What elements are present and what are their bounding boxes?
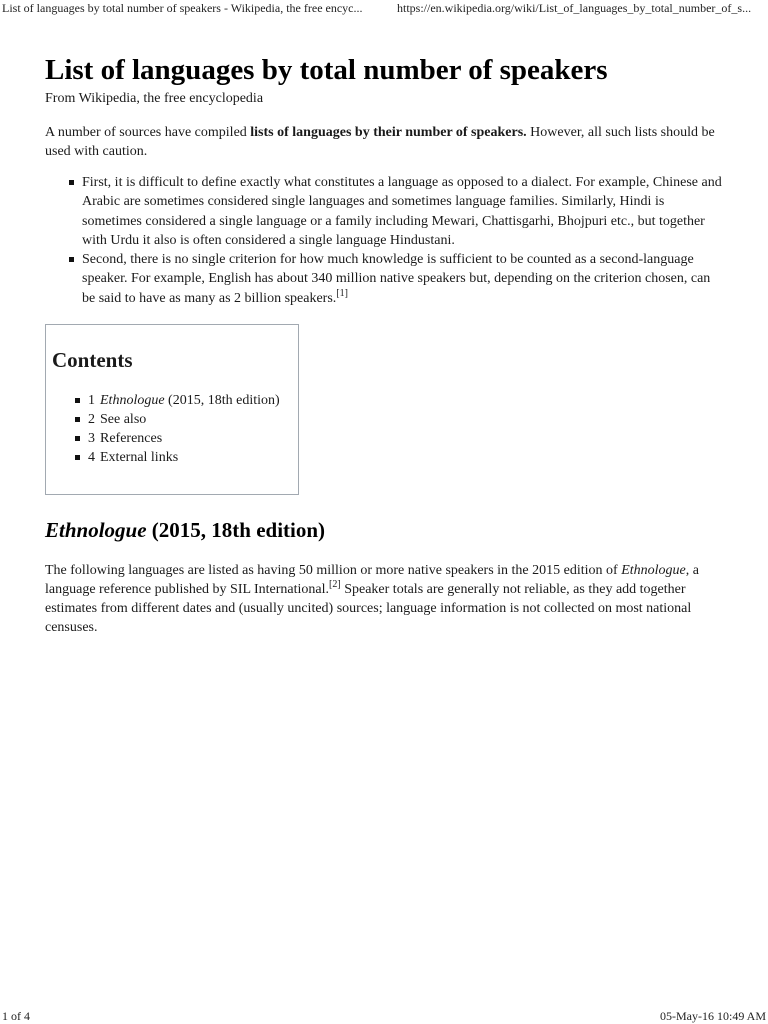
intro-bold-link[interactable]: lists of languages by their number of speakers.: [250, 125, 527, 140]
toc-number: 2: [88, 412, 95, 428]
list-item: [69, 250, 725, 308]
toc-label-italic: Ethnologue: [100, 393, 165, 409]
toc-list: [52, 391, 298, 467]
point-text: First, it is difficult to define exactly what constitutes a language as opposed to a dialect. For example, Chinese and Arabic are sometimes considered single languages and sometimes language families. Similarly, Hindi is sometimes considered a single language or a family including Mewari, Chattisgarhi, Bhojpuri etc., but together with Urdu it also is often considered a single language Hindustani.: [82, 175, 722, 248]
section-text-2: , a language reference published by SIL International.: [45, 563, 699, 598]
toc-label: External links: [100, 450, 179, 466]
intro-text-start: A number of sources have compiled: [45, 125, 251, 140]
toc-item-see-also[interactable]: [75, 410, 298, 429]
print-header: [0, 1, 768, 19]
toc-item-references[interactable]: [75, 429, 298, 448]
ethnologue-link[interactable]: Ethnologue: [621, 563, 686, 579]
toc-label: References: [100, 431, 163, 447]
print-header-url: https://en.wikipedia.org/wiki/List_of_languages_by_total_number_of_s...: [397, 1, 752, 15]
section-heading-rest: (2015, 18th edition): [146, 518, 326, 543]
toc-item-external-links[interactable]: [75, 448, 298, 467]
toc-number: 4: [88, 450, 95, 466]
toc-item-ethnologue[interactable]: [75, 391, 298, 410]
section-text-3: Speaker totals are generally not reliable, as they add together estimates from different dates and (usually uncited) sources; language information is not collected on most national censuses.: [45, 582, 692, 636]
page-title: List of languages by total number of speakers: [45, 54, 608, 86]
intro-paragraph: [45, 123, 725, 161]
toc-number: 1: [88, 393, 95, 409]
print-header-title: List of languages by total number of speakers - Wikipedia, the free encyc...: [2, 1, 363, 15]
site-tagline: From Wikipedia, the free encyclopedia: [45, 91, 264, 106]
toc-number: 3: [88, 431, 95, 447]
page-number: 1 of 4: [2, 1009, 30, 1023]
table-of-contents: [45, 324, 299, 495]
print-datetime: 05-May-16 10:49 AM: [660, 1009, 766, 1023]
toc-label: See also: [100, 412, 147, 428]
article-content: [45, 52, 725, 637]
section-text-1: The following languages are listed as having 50 million or more native speakers in the 2015 edition of: [45, 563, 622, 579]
caution-list: [45, 173, 725, 308]
intro-text-end: However, all such lists should be used with caution.: [45, 125, 715, 159]
section-paragraph: [45, 561, 725, 637]
toc-label: (2015, 18th edition): [164, 393, 280, 409]
section-heading-italic: Ethnologue: [45, 518, 147, 543]
point-text: Second, there is no single criterion for how much knowledge is sufficient to be counted as a second-language speaker. For example, English has about 340 million native speakers but, depending on the criterion chosen, can be said to have as many as 2 billion speakers.: [82, 252, 711, 306]
citation-link[interactable]: [2]: [329, 579, 341, 591]
toc-title: Contents: [52, 348, 133, 373]
citation-link[interactable]: [1]: [336, 287, 348, 299]
list-item: [69, 173, 725, 250]
section-heading-ethnologue: [45, 517, 725, 543]
